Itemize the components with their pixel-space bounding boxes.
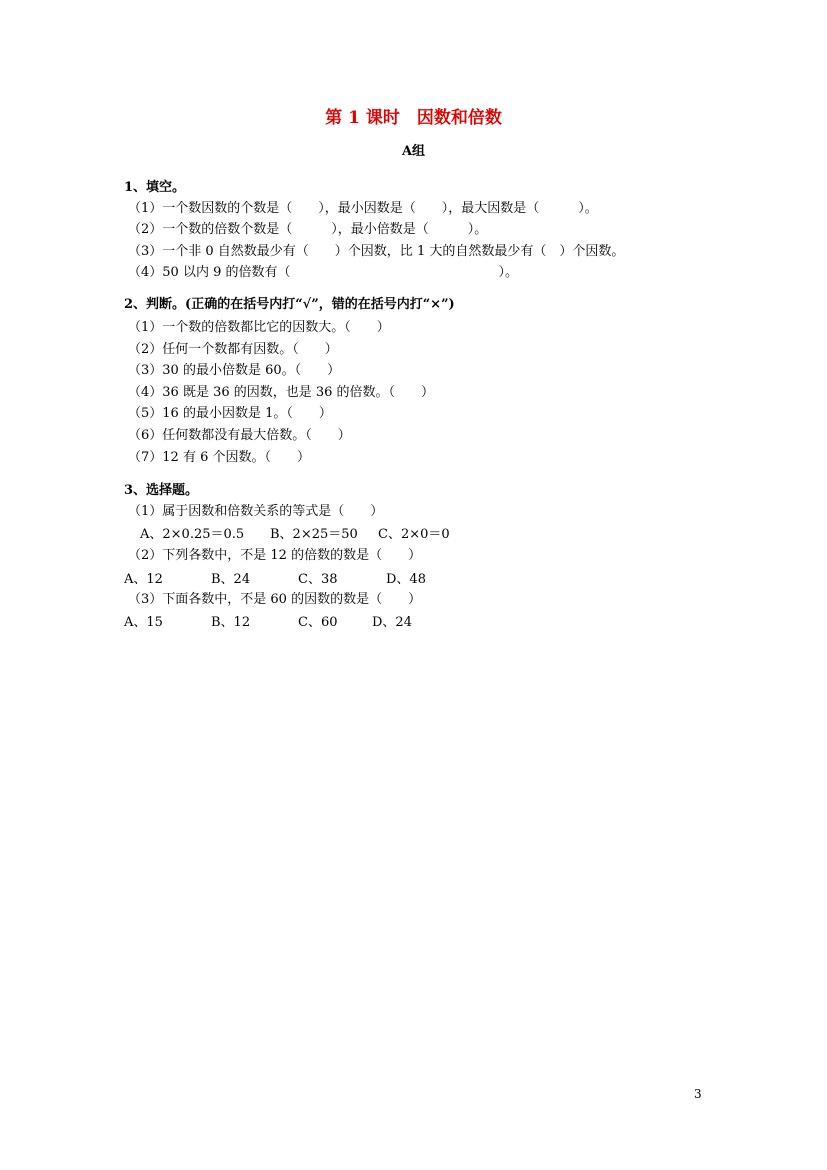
group-label: A组 bbox=[401, 144, 426, 159]
judge-item-5: （5）16 的最小因数是 1。（ ） bbox=[128, 406, 332, 421]
judge-item-7: （7）12 有 6 个因数。（ ） bbox=[128, 450, 310, 465]
judge-item-3: （3）30 的最小倍数是 60。（ ） bbox=[128, 363, 341, 378]
page-number: 3 bbox=[694, 1087, 702, 1101]
option-b: B、24 bbox=[211, 572, 251, 587]
option-a: A、12 bbox=[124, 572, 163, 587]
option-d: D、48 bbox=[386, 572, 426, 587]
option-b: B、12 bbox=[211, 615, 251, 630]
judge-item-4: （4）36 既是 36 的因数，也是 36 的倍数。（ ） bbox=[128, 385, 435, 400]
fill-in-item-1: （1）一个数因数的个数是（ ），最小因数是（ ），最大因数是（ ）。 bbox=[128, 201, 598, 216]
choice-question-3: （3）下面各数中，不是 60 的因数的数是（ ） bbox=[128, 592, 422, 607]
option-c: C、60 bbox=[298, 615, 338, 630]
choice-question-2: （2）下列各数中，不是 12 的倍数的数是（ ） bbox=[128, 548, 422, 563]
judge-item-6: （6）任何数都没有最大倍数。（ ） bbox=[128, 428, 351, 443]
section-heading-choice: 3、选择题。 bbox=[124, 483, 199, 498]
judge-item-2: （2）任何一个数都有因数。（ ） bbox=[128, 342, 338, 357]
choice-options-1 bbox=[140, 527, 460, 543]
fill-in-item-4: （4）50 以内 9 的倍数有（ ）。 bbox=[128, 265, 518, 280]
choice-question-1: （1）属于因数和倍数关系的等式是（ ） bbox=[128, 504, 384, 519]
option-c: C、2×0＝0 bbox=[378, 527, 450, 542]
option-a: A、2×0.25＝0.5 bbox=[140, 527, 245, 542]
judge-item-1: （1）一个数的倍数都比它的因数大。（ ） bbox=[128, 320, 390, 335]
fill-in-item-2: （2）一个数的倍数个数是（ ），最小倍数是（ ）。 bbox=[128, 222, 488, 237]
option-b: B、2×25＝50 bbox=[270, 527, 358, 542]
section-heading-judge: 2、判断。(正确的在括号内打“√”，错的在括号内打“×”) bbox=[124, 297, 455, 312]
fill-in-item-3: （3）一个非 0 自然数最少有（ ）个因数，比 1 大的自然数最少有（ ）个因数。 bbox=[128, 244, 625, 259]
option-a: A、15 bbox=[124, 615, 163, 630]
choice-options-3 bbox=[124, 615, 444, 631]
choice-options-2 bbox=[124, 572, 444, 588]
page-title: 第 1 课时 因数和倍数 bbox=[325, 108, 502, 128]
option-d: D、24 bbox=[372, 615, 412, 630]
option-c: C、38 bbox=[298, 572, 338, 587]
section-heading-fill-in: 1、填空。 bbox=[124, 180, 186, 195]
